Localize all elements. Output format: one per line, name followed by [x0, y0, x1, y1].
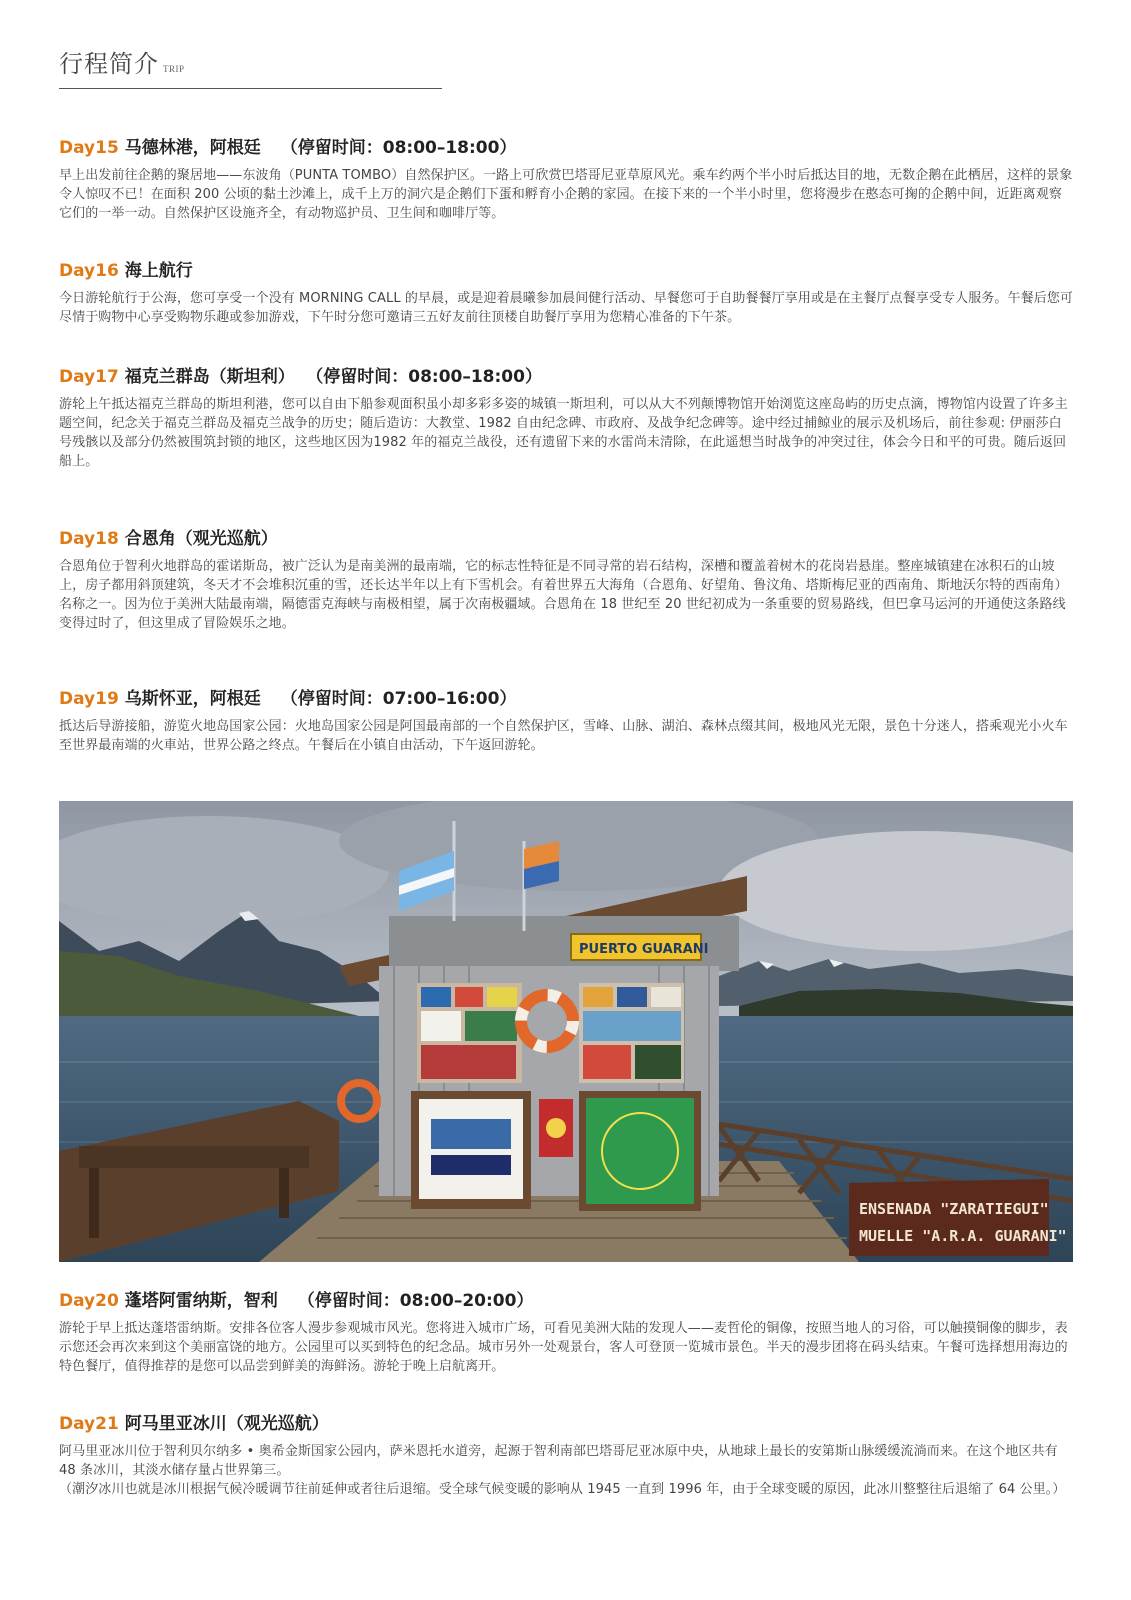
pier-photo	[59, 801, 1073, 1262]
header-divider	[59, 88, 442, 89]
day-heading	[59, 362, 1074, 387]
day-section-16	[59, 256, 1074, 327]
day-number: Day16	[59, 261, 119, 281]
sign-muelle: MUELLE "A.R.A. GUARANI"	[859, 1227, 1067, 1245]
day-heading	[59, 256, 1074, 281]
day-place: 阿马里亚冰川（观光巡航）	[124, 1414, 329, 1434]
day-section-19	[59, 684, 1074, 755]
day-description: 游轮于早上抵达蓬塔雷纳斯。安排各位客人漫步参观城市风光。您将进入城市广场，可看见美洲大陆的发现人——麦哲伦的铜像，按照当地人的习俗，可以触摸铜像的脚步，表示您还会再次来到这个美丽富饶的地方。公园里可以买到特色的纪念品。城市另外一处观景台，客人可登顶一览城市景色。半天的漫步团将在码头结束。午餐可选择想用海边的特色餐厅，值得推荐的是您可以品尝到鲜美的海鲜汤。游轮于晚上启航离开。	[59, 1321, 1068, 1374]
sign-puerto-guarani: PUERTO GUARANI	[579, 942, 709, 957]
day-heading	[59, 133, 1074, 158]
day-place: 福克兰群岛（斯坦利）	[124, 367, 295, 387]
day-section-17	[59, 362, 1074, 471]
day-time: （停留时间：08:00–18:00）	[280, 138, 517, 158]
day-number: Day21	[59, 1414, 119, 1434]
page-subtitle: TRIP	[163, 64, 185, 74]
day-time: （停留时间：08:00–20:00）	[297, 1291, 534, 1311]
day-description: 早上出发前往企鹅的聚居地——东波角（PUNTA TOMBO）自然保护区。一路上可欣赏巴塔哥尼亚草原风光。乘车约两个半小时后抵达目的地，无数企鹅在此栖居，这样的景象令人惊叹不已！在面积 200 公顷的黏土沙滩上，成千上万的洞穴是企鹅们下蛋和孵育小企鹅的家园。在接下来的一个半小时里，您将漫步在憨态可掬的企鹅中间，近距离观察它们的一举一动。自然保护区设施齐全，有动物巡护员、卫生间和咖啡厅等。	[59, 168, 1073, 221]
day-section-15	[59, 133, 1074, 223]
day-heading	[59, 1409, 1074, 1434]
day-note: （潮汐冰川也就是冰川根据气候冷暖调节往前延伸或者往后退缩。受全球气候变暖的影响从 1945 一直到 1996 年，由于全球变暖的原因，此冰川整整往后退缩了 64 公里。）	[59, 1482, 1066, 1497]
day-number: Day20	[59, 1291, 119, 1311]
day-place: 海上航行	[124, 261, 193, 281]
page-title: 行程简介	[59, 50, 159, 78]
page-header	[59, 44, 185, 79]
day-heading	[59, 524, 1074, 549]
day-time: （停留时间：08:00–18:00）	[314, 367, 542, 387]
day-description: 合恩角位于智利火地群岛的霍诺斯岛，被广泛认为是南美洲的最南端，它的标志性特征是不同寻常的岩石结构，深槽和覆盖着树木的花岗岩悬崖。整座城镇建在冰积石的山坡上，房子都用斜顶建筑，冬天才不会堆积沉重的雪，还长达半年以上有下雪机会。有着世界五大海角（合恩角、好望角、鲁汶角、塔斯梅尼亚的西南角、斯地沃尔特的西南角）名称之一。因为位于美洲大陆最南端，隔德雷克海峡与南极相望，属于次南极疆域。合恩角在 18 世纪至 20 世纪初成为一条重要的贸易路线，但巴拿马运河的开通使这条路线变得过时了，但这里成了冒险娱乐之地。	[59, 559, 1068, 631]
day-description: 游轮上午抵达福克兰群岛的斯坦利港，您可以自由下船参观面积虽小却多彩多姿的城镇一斯坦利，可以从大不列颠博物馆开始浏览这座岛屿的历史点滴，博物馆内设置了许多主题空间，纪念关于福克兰群岛及福克兰战争的历史；随后造访：大教堂、1982 自由纪念碑、市政府、及战争纪念碑等。途中经过捕鲸业的展示及机场后，前往参观: 伊丽莎白号残骸以及部分仍然被围筑封锁的地区，这些地区因为1982 年的福克兰战役，还有遗留下来的水雷尚未清除，在此遥想当时战争的冲突过往，体会今日和平的可贵。随后返回船上。	[59, 397, 1068, 469]
day-time: （停留时间：07:00–16:00）	[280, 689, 517, 709]
day-heading	[59, 1286, 1074, 1311]
day-number: Day18	[59, 529, 119, 549]
pier-illustration	[59, 801, 1073, 1262]
day-section-21	[59, 1409, 1074, 1499]
sign-ensenada: ENSENADA "ZARATIEGUI"	[859, 1200, 1049, 1218]
day-heading	[59, 684, 1074, 709]
day-description: 阿马里亚冰川位于智利贝尔纳多 • 奥希金斯国家公园内，萨米恩托水道旁，起源于智利南部巴塔哥尼亚冰原中央，从地球上最长的安第斯山脉缓缓流淌而来。在这个地区共有 48 条冰川，其淡水储存量占世界第三。	[59, 1444, 1058, 1478]
day-place: 蓬塔阿雷纳斯，智利	[124, 1291, 278, 1311]
day-description: 今日游轮航行于公海，您可享受一个没有 MORNING CALL 的早晨，或是迎着晨曦参加晨间健行活动、早餐您可于自助餐餐厅享用或是在主餐厅点餐享受专人服务。午餐后您可尽情于购物中心享受购物乐趣或参加游戏，下午时分您可邀请三五好友前往顶楼自助餐厅享用为您精心准备的下午茶。	[59, 291, 1073, 325]
day-number: Day15	[59, 138, 119, 158]
day-place: 合恩角（观光巡航）	[124, 529, 278, 549]
day-section-18	[59, 524, 1074, 633]
day-place: 乌斯怀亚，阿根廷	[124, 689, 261, 709]
day-number: Day17	[59, 367, 119, 387]
day-description: 抵达后导游接船，游览火地岛国家公园：火地岛国家公园是阿国最南部的一个自然保护区，雪峰、山脉、湖泊、森林点缀其间，极地风光无限，景色十分迷人，搭乘观光小火车至世界最南端的火車站，世界公路之终点。午餐后在小镇自由活动，下午返回游轮。	[59, 719, 1068, 753]
day-number: Day19	[59, 689, 119, 709]
day-section-20	[59, 1286, 1074, 1376]
day-place: 马德林港，阿根廷	[124, 138, 261, 158]
